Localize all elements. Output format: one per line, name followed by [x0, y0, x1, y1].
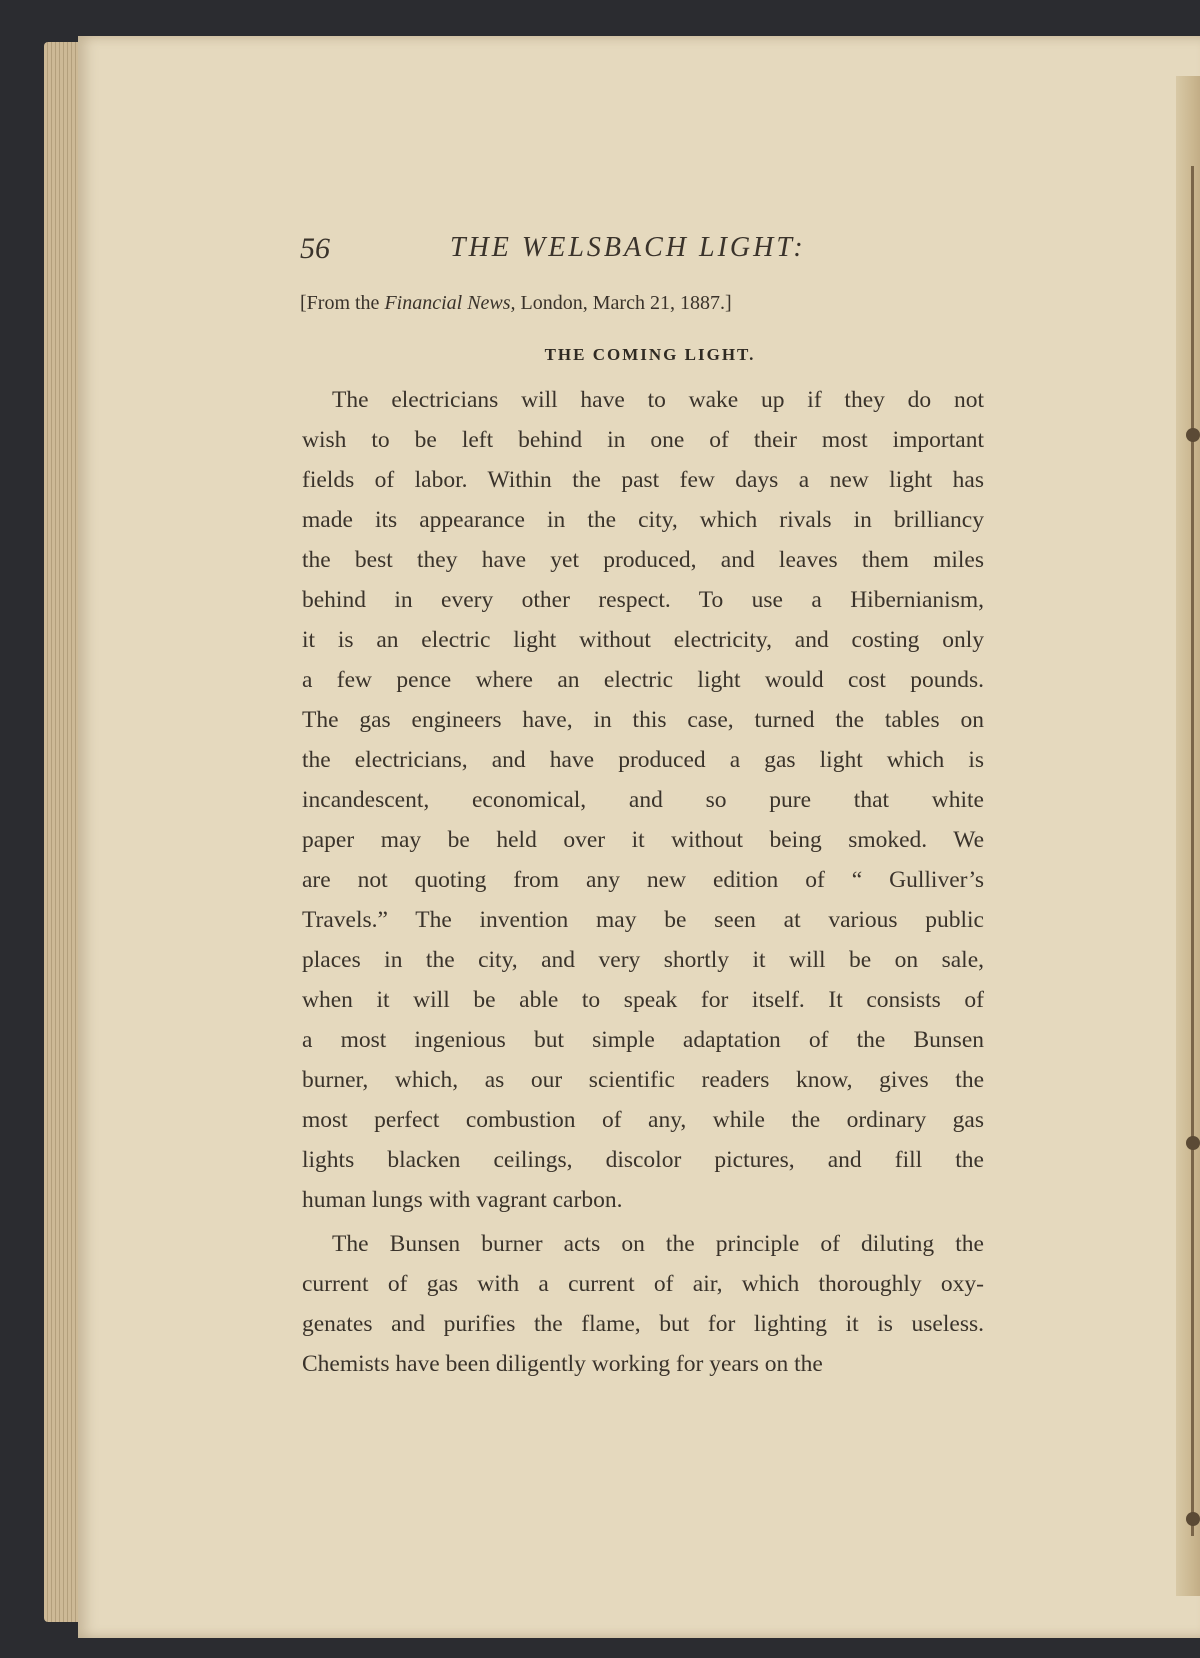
- text-line: made its appearance in the city, which rivals in brilliancy: [302, 507, 984, 533]
- text-line: fields of labor. Within the past few days a new light has: [302, 467, 984, 493]
- text-line: current of gas with a current of air, which thoroughly oxy-: [302, 1271, 984, 1297]
- book-gutter: [1176, 76, 1200, 1596]
- source-citation: [300, 292, 1000, 315]
- text-line: The gas engineers have, in this case, turned the tables on: [302, 707, 984, 733]
- binding-stitch: [1191, 166, 1194, 1536]
- stitch-knot: [1186, 1512, 1200, 1526]
- text-line: most perfect combustion of any, while the ordinary gas: [302, 1107, 984, 1133]
- text-line: a few pence where an electric light would cost pounds.: [302, 667, 984, 693]
- source-publication: Financial News,: [384, 292, 516, 314]
- stitch-knot: [1186, 428, 1200, 442]
- text-line: Chemists have been diligently working for years on the: [302, 1351, 823, 1377]
- text-line: wish to be left behind in one of their most important: [302, 427, 984, 453]
- text-line: lights blacken ceilings, discolor pictures, and fill the: [302, 1147, 984, 1173]
- page-number: 56: [300, 232, 330, 265]
- text-line: a most ingenious but simple adaptation of the Bunsen: [302, 1027, 984, 1053]
- text-line: human lungs with vagrant carbon.: [302, 1187, 623, 1213]
- text-line: the electricians, and have produced a gas light which is: [302, 747, 984, 773]
- paragraph: [302, 380, 984, 1220]
- text-line: The electricians will have to wake up if they do not: [332, 387, 984, 413]
- text-line: are not quoting from any new edition of “ Gulliver’s: [302, 867, 984, 893]
- text-line: paper may be held over it without being smoked. We: [302, 827, 984, 853]
- text-line: Travels.” The invention may be seen at various public: [302, 907, 984, 933]
- text-line: places in the city, and very shortly it will be on sale,: [302, 947, 984, 973]
- running-head: [300, 232, 860, 272]
- section-heading: THE COMING LIGHT.: [544, 345, 756, 364]
- text-line: behind in every other respect. To use a Hibernianism,: [302, 587, 984, 613]
- stitch-knot: [1186, 1136, 1200, 1150]
- text-line: incandescent, economical, and so pure that white: [302, 787, 984, 813]
- text-line: burner, which, as our scientific readers know, gives the: [302, 1067, 984, 1093]
- article-body: [302, 380, 984, 1384]
- source-prefix: [From the: [300, 292, 385, 314]
- text-line: genates and purifies the flame, but for lighting it is useless.: [302, 1311, 984, 1337]
- running-title: THE WELSBACH LIGHT:: [450, 232, 806, 263]
- source-suffix: London, March 21, 1887.]: [515, 292, 732, 314]
- text-line: The Bunsen burner acts on the principle of diluting the: [332, 1231, 984, 1257]
- text-line: when it will be able to speak for itself. It consists of: [302, 987, 984, 1013]
- paragraph: [302, 1224, 984, 1384]
- text-line: it is an electric light without electricity, and costing only: [302, 627, 984, 653]
- text-line: the best they have yet produced, and leaves them miles: [302, 547, 984, 573]
